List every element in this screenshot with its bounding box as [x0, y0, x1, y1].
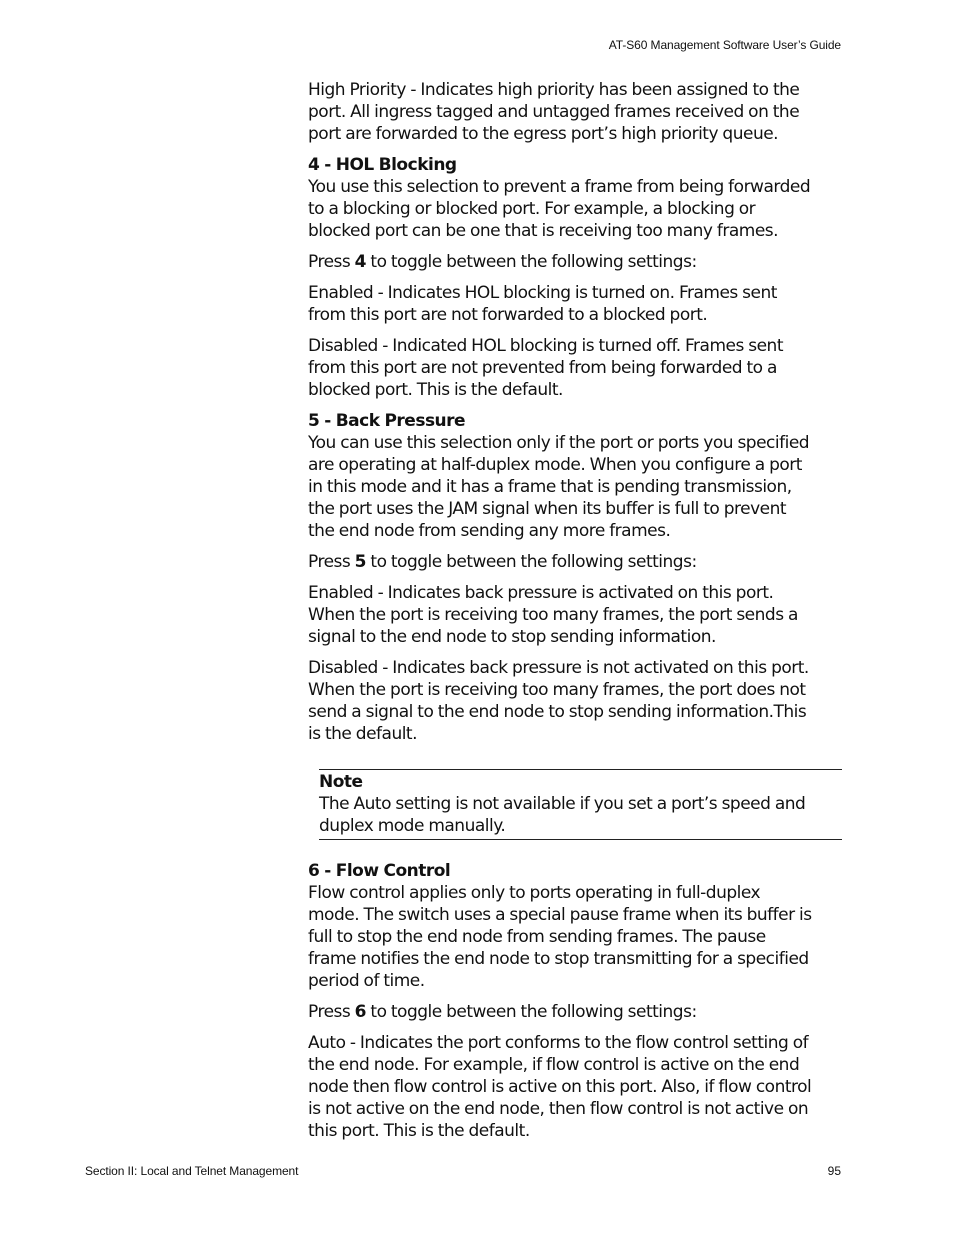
hol-press-instruction — [308, 251, 813, 273]
page-header: AT-S60 Management Software User’s Guide — [608, 38, 841, 52]
page-number: 95 — [827, 1164, 841, 1178]
high-priority-text: High Priority - Indicates high priority has been assigned to the port. All ingress tagged and untagged frames received on the port are forwarded to the egress port’s high priority queue. — [308, 80, 800, 144]
flow-control-auto: Auto - Indicates the port conforms to the flow control setting of the end node. For example, if flow control is active on the end node then flow control is active on this port. Also, if flow control is not active on the end node, then flow control is not active on this port. This is the default. — [308, 1033, 812, 1141]
press-suffix: to toggle between the following settings: — [366, 1002, 697, 1022]
note-text: The Auto setting is not available if you set a port’s speed and duplex mode manually. — [319, 794, 806, 836]
hol-section — [308, 154, 813, 242]
flow-control-content — [308, 860, 813, 1151]
note-box — [319, 769, 842, 840]
key-4: 4 — [354, 252, 366, 272]
note-heading: Note — [319, 772, 363, 792]
press-prefix: Press — [308, 252, 355, 272]
footer-section: Section II: Local and Telnet Management — [85, 1164, 299, 1178]
back-pressure-enabled: Enabled - Indicates back pressure is activated on this port. When the port is receiving too many frames, the port sends a signal to the end node to stop sending information. — [308, 583, 798, 647]
press-prefix: Press — [308, 552, 355, 572]
back-pressure-press-instruction — [308, 551, 813, 573]
flow-control-press-instruction — [308, 1001, 813, 1023]
back-pressure-section — [308, 410, 813, 542]
press-suffix: to toggle between the following settings: — [366, 252, 697, 272]
hol-enabled: Enabled - Indicates HOL blocking is turned on. Frames sent from this port are not forwarded to a blocked port. — [308, 283, 777, 325]
hol-disabled: Disabled - Indicated HOL blocking is turned off. Frames sent from this port are not prevented from being forwarded to a blocked port. This is the default. — [308, 336, 783, 400]
press-prefix: Press — [308, 1002, 355, 1022]
flow-control-section — [308, 860, 813, 992]
hol-intro: You use this selection to prevent a frame from being forwarded to a blocking or blocked port. For example, a blocking or blocked port can be one that is receiving too many frames. — [308, 177, 811, 241]
key-5: 5 — [354, 552, 366, 572]
back-pressure-disabled: Disabled - Indicates back pressure is not activated on this port. When the port is receiving too many frames, the port does not send a signal to the end node to stop sending information.This is the default. — [308, 658, 809, 744]
press-suffix: to toggle between the following settings: — [366, 552, 697, 572]
back-pressure-heading: 5 - Back Pressure — [308, 411, 466, 431]
hol-heading: 4 - HOL Blocking — [308, 155, 457, 175]
flow-control-intro: Flow control applies only to ports operating in full-duplex mode. The switch uses a special pause frame when its buffer is full to stop the end node from sending frames. The pause frame notifies the end node to stop transmitting for a specified period of time. — [308, 883, 812, 991]
key-6: 6 — [354, 1002, 366, 1022]
flow-control-heading: 6 - Flow Control — [308, 861, 451, 881]
main-content — [308, 79, 813, 754]
back-pressure-intro: You can use this selection only if the port or ports you specified are operating at half-duplex mode. When you configure a port in this mode and it has a frame that is pending transmission, the port uses the JAM signal when its buffer is full to prevent the end node from sending any more frames. — [308, 433, 810, 541]
